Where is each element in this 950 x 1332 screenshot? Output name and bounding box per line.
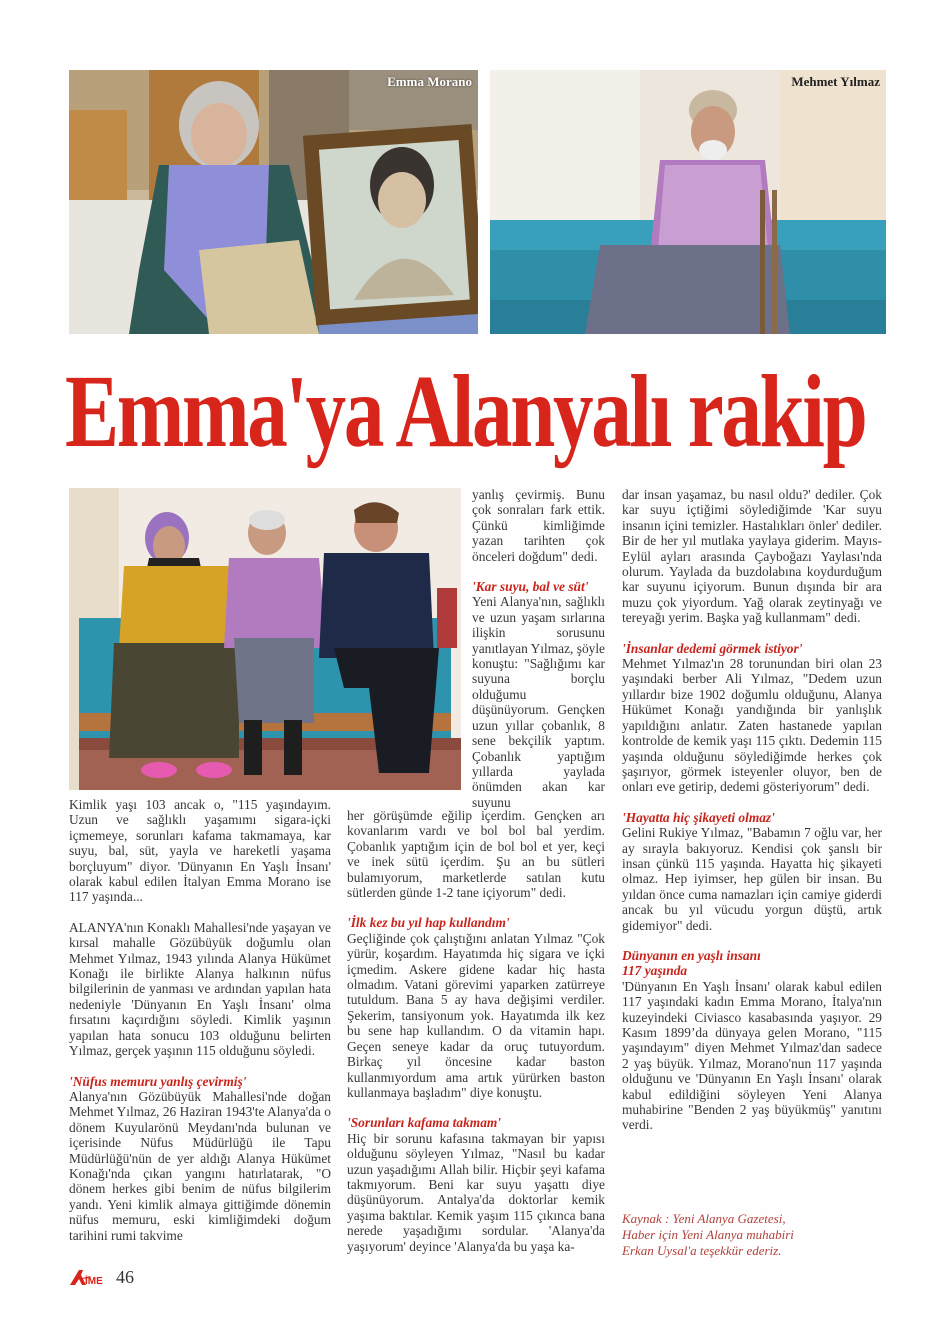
article-column-2-top — [472, 487, 605, 810]
lead-paragraph: ALANYA'nın Konaklı Mahallesi'nde yaşayan ve kırsal mahalle Gözübüyük doğumlu olan Mehmet Yılmaz, 1943 yılında Alanya Hükümet Konağı ile birlikte Alanya halkının nüfus bilgilerinin de yanması ve ardından yapılan hata nedeniyle 'Dünyanın En Yaşlı İnsanı' olma fırsatını kaçırdığını söyledi. Kimlik yaşının yapılan hata sonucu 103 olduğunu belirten Yılmaz, gerçek yaşının 115 olduğunu söyledi. — [69, 919, 331, 1059]
paragraph-kar-suyu-a: Yeni Alanya'nın, sağlıklı ve uzun yaşam sırlarına ilişkin sorusunu yanıtlayan Yılmaz, şöyle konuştu: "Sağlığımı kar suyuna borçlu olduğumu düşünüyorum. Gençken uzun yıllar çobanlık, 8 sene bekçilik yaptım. Çobanlık yaptığım yıllarda yaylada önümden akan kar suyunu — [472, 594, 605, 810]
photo-mehmet-yilmaz — [490, 70, 886, 334]
headline: Emma'ya Alanyalı rakip — [65, 354, 866, 469]
svg-text:İME: İME — [85, 1276, 103, 1286]
photo-family — [69, 488, 461, 790]
emma-morano-image — [69, 70, 478, 334]
article-column-1 — [69, 797, 331, 1243]
page-footer — [69, 1266, 134, 1288]
subheading-dunyanin-en-yasli-1: Dünyanın en yaşlı insanı — [622, 947, 761, 963]
subheading-ilk-kez-hap: 'İlk kez bu yıl hap kullandım' — [347, 915, 510, 931]
credit-line-1: Kaynak : Yeni Alanya Gazetesi, — [622, 1211, 786, 1226]
credit-line-3: Erkan Uysal'a teşekkür ederiz. — [622, 1243, 782, 1258]
aime-logo-icon — [69, 1268, 115, 1286]
subheading-kar-suyu: 'Kar suyu, bal ve süt' — [472, 579, 589, 595]
page-number: 46 — [116, 1266, 134, 1287]
mehmet-yilmaz-image — [490, 70, 886, 334]
paragraph-continuation-col3: dar insan yaşamaz, bu nasıl oldu?' dediler. Çok kar suyu içtiğimi söylediğimde 'Kar suyu insanın içini temizler. Hastalıkları önler' dediler. Bir de her yıl mutlaka yaylaya giderim. Mayıs-Eylül ayları arasında Çayboğazı Yaylası'nda olurum. Yaylada da buzdolabına koydurduğum kar suyunu içiyorum. Bunun dışında bir ara muzu çok yiyordum. Yağ olarak zeytinyağı ve tereyağı yerim. Başka yağ kullanmam" dedi. — [622, 487, 882, 626]
subheading-dunyanin-en-yasli-2: 117 yaşında — [622, 963, 688, 979]
source-credit — [622, 1211, 882, 1259]
subheading-sorunlari-kafama: 'Sorunları kafama takmam' — [347, 1115, 502, 1131]
photo-caption-emma: Emma Morano — [387, 74, 472, 89]
intro-paragraph: Kimlik yaşı 103 ancak o, "115 yaşındayım. Uzun ve sağlıklı yaşamımı sigara-içki içmemeye, sorunları kafama takmamaya, kar suyu, bal, süt, yayla ve hareketli yaşama borçluyum" diyor. 'Dünyanın En Yaşlı İnsanı' olarak kabul edilen İtalyan Emma Morano ise 117 yaşında... — [69, 797, 331, 905]
paragraph-dunyanin-en-yasli: 'Dünyanın En Yaşlı İnsanı' olarak kabul edilen 117 yaşındaki kadın Emma Morano, İtalya'nın kuzeyindeki Civiasco kasabasında yaşıyor. 29 Kasım 1899’da dünyaya gelen Morano, "115 yaşındayım" diyen Mehmet Yılmaz'dan sadece 2 yaş büyük. Yılmaz, Morano'nun 117 yaşında olduğunu ve 'Dünyanın En Yaşlı İnsanı' olarak kabul edildiğini söyleyen Yeni Alanya muhabirine "Benden 2 yaş büyükmüş" yanıtını verdi. — [622, 978, 882, 1133]
photo-emma-morano — [69, 70, 478, 334]
paragraph-kar-suyu-b: her görüşümde eğilip içerdim. Gençken arı kovanlarım vardı ve bol bol bal yerdim. Çobanlık yaptığım için de bol bol et yer, keçi ve inek sütü içerdim. Şu an bu sütleri bulamıyorum, marketlerde satılan kutu sütlerden günde 1-2 tane içiyorum" dedi. — [347, 808, 605, 901]
photo-caption-mehmet: Mehmet Yılmaz — [791, 74, 880, 89]
paragraph-insanlar-dedemi: Mehmet Yılmaz'ın 28 torunundan biri olan 23 yaşındaki berber Ali Yılmaz, "Dedem uzun yıllardır bize 1902 doğumlu olduğunu, Alanya Hükümet Konağı yandığında bir yanlışlık yapıldığını anlatır. Zaten hastanede yapılan kontrolde de kemik yaşı 115 çıktı. Dedemin 115 yaşında olduğunu söylediğimde herkes çok şaşırıyor, görmek isteyenler oluyor, ben de onları eve getirip, dedemi gösteriyorum" dedi. — [622, 656, 882, 795]
paragraph-sorunlari-kafama: Hiç bir sorunu kafasına takmayan bir yapısı olduğunu söyleyen Yılmaz, "Nasıl bu kadar uzun yaşadığımı Allah bilir. Hiçbir şeyi kafama takmıyorum. Beni kar suyu yaşattı diye düşünüyorum. Antalya'da doktorlar kemik yaşıma baktılar. Kemik yaşım 115 çıkınca bana nerede yaşadığımı sordular. 'Alanya'da yaşıyorum' deyince 'Alanya'da bu yaşa ka- — [347, 1130, 605, 1254]
paragraph-ilk-kez-hap: Geçliğinde çok çalıştığını anlatan Yılmaz "Çok yürür, koşardım. Hayatımda hiç sigara ve içki içmedim. Askere gidene kadar hiç hasta olmadım. Vatani görevimi yaparken zatürreye tutuldum. Bana 5 ay hava değişimi verdiler. Şekerim, tansiyonum yok. Hayatımda ilk kez bu sene hap kullandım. O da vitamin hapı. Geçen seneye kadar da oruç tutuyordum. Birkaç yıl öncesine kadar baston kullanmıyordum ama artık yürürken baston kullanmaya başladım" diye konuştu. — [347, 930, 605, 1100]
article-column-2-bottom — [347, 808, 605, 1254]
paragraph-nufus-memuru: Alanya'nın Gözübüyük Mahallesi'nde doğan Mehmet Yılmaz, 26 Haziran 1943'te Alanya'da o dönem Kuyularönü Meydanı'nda bulunan ve içerisinde Nüfus Müdürlüğü ile Tapu Müdürlüğü'nün de yer aldığı Alanya Hükümet Konağı'nda çıkan yangını hatırlatarak, "O dönem herkes gibi benim de nüfus bilgilerim yandı. Yeni kimlik almaya gittiğimde dönemin nüfus memuru, eski kimliğimdeki doğum tarihini rumi takvime — [69, 1088, 331, 1243]
family-image — [69, 488, 461, 790]
credit-line-2: Haber için Yeni Alanya muhabiri — [622, 1227, 794, 1242]
subheading-hayatta-sikayet: 'Hayatta hiç şikayeti olmaz' — [622, 809, 775, 825]
article-column-3 — [622, 487, 882, 1133]
paragraph-continuation: yanlış çevirmiş. Bunu çok sonraları fark ettik. Çünkü kimliğimde yazan tarihten çok önceleri doğdum" dedi. — [472, 487, 605, 564]
subheading-nufus-memuru: 'Nüfus memuru yanlış çevirmiş' — [69, 1073, 247, 1089]
subheading-insanlar-dedemi: 'İnsanlar dedemi görmek istiyor' — [622, 640, 803, 656]
paragraph-hayatta-sikayet: Gelini Rukiye Yılmaz, "Babamın 7 oğlu var, her ay sırayla bakıyoruz. Kendisi çok şanslı bir insan çünkü 115 yaşında. Hayatta hiç şikayeti olmaz. Hep iyimser, hep gülen bir insan. Bu yıldan önce cuma namazları için camiye giderdi ancak bu yıl vücudu yorgun düştü, artık gidemiyor" dedi. — [622, 825, 882, 933]
